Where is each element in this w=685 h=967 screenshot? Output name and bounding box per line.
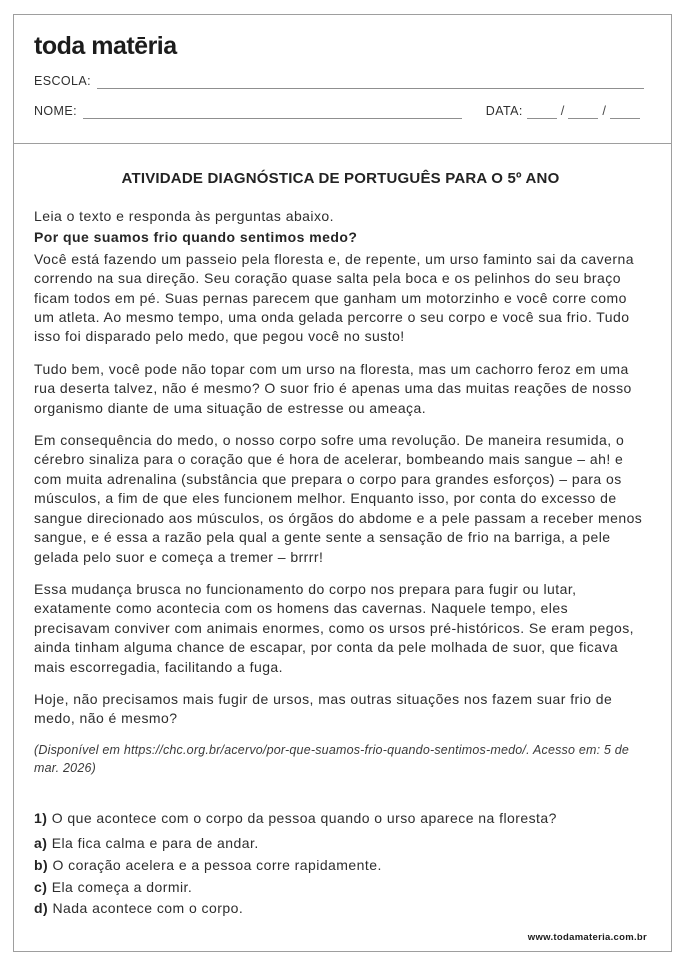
option-row (34, 833, 647, 855)
worksheet-content (14, 170, 671, 920)
option-row (34, 877, 647, 899)
date-label: DATA: (485, 104, 523, 118)
option-letter: c) (34, 878, 48, 895)
date-separator: / (602, 103, 606, 118)
question-block (34, 808, 647, 920)
option-letter: a) (34, 835, 48, 852)
reading-paragraph: Em consequência do medo, o nosso corpo sofre uma revolução. De maneira resumida, o cérebro sinaliza para o coração que é hora de acelerar, bombeando mais sangue – ah! e com muita adrenalina (substância que prepara o corpo para grandes esforços) – para os músculos, a fim de que eles funcionem melhor. Enquanto isso, por conta do excesso de sangue direcionado aos músculos, os órgãos do abdome e a pele passam a receber menos sangue, e é essa a razão pela qual a gente sente a sensação de frio na barriga, a pele gelada pelo suor e começa a tremer – brrrr! (34, 432, 643, 565)
name-date-field-row (34, 103, 644, 119)
sheet-border (13, 14, 672, 952)
option-row (34, 898, 647, 920)
school-label: ESCOLA: (34, 74, 91, 88)
reading-paragraph: Essa mudança brusca no funcionamento do corpo nos prepara para fugir ou lutar, exatamente como acontecia com os homens das cavernas. Naquele tempo, eles precisavam conviver com animais enormes, como os ursos pré-históricos. Se eram pegos, ainda tinham alguma chance de escapar, por conta da pele molhada de suor, que ficava mais escorregadia, facilitando a fuga. (34, 580, 635, 675)
question-line (34, 808, 647, 830)
school-field-row (34, 73, 644, 89)
date-year-blank-line (610, 103, 640, 119)
reading-paragraph: Tudo bem, você pode não topar com um urso na floresta, mas um cachorro feroz em uma rua deserta talvez, não é mesmo? O suor frio é apenas uma das muitas reações de nosso organismo diante de uma situação de estresse ou ameaça. (34, 360, 632, 416)
option-row (34, 855, 647, 877)
option-text: O coração acelera e a pessoa corre rapidamente. (52, 857, 382, 874)
question-number: 1) (34, 809, 48, 826)
option-text: Nada acontece com o corpo. (52, 900, 244, 917)
instruction-text: Leia o texto e responda às perguntas abaixo. (34, 208, 334, 224)
option-letter: d) (34, 900, 49, 917)
option-letter: b) (34, 857, 49, 874)
reading-paragraph: Hoje, não precisamos mais fugir de ursos, mas outras situações nos fazem suar frio de medo, não é mesmo? (34, 690, 613, 727)
question-text: O que acontece com o corpo da pessoa quando o urso aparece na floresta? (51, 809, 557, 826)
brand-logo: toda matēria (34, 32, 177, 60)
option-text: Ela fica calma e para de andar. (51, 835, 259, 852)
date-month-blank-line (568, 103, 598, 119)
option-text: Ela começa a dormir. (51, 878, 193, 895)
sheet-header (14, 15, 671, 144)
date-separator: / (560, 103, 565, 118)
name-blank-line (83, 103, 462, 119)
footer-website: www.todamateria.com.br (527, 932, 647, 943)
name-label: NOME: (34, 104, 77, 118)
reading-title: Por que suamos frio quando sentimos medo? (34, 229, 358, 246)
worksheet-title: ATIVIDADE DIAGNÓSTICA DE PORTUGUÊS PARA O 5º ANO (121, 170, 560, 187)
reading-paragraph: Você está fazendo um passeio pela floresta e, de repente, um urso faminto sai da caverna correndo na sua direção. Seu coração quase salta pela boca e os pelinhos do seu braço ficam todos em pé. Suas pernas parecem que ganham um motorzinho e você corre como um atleta. Ao mesmo tempo, uma onda gelada percorre o seu corpo e você sua frio. Tudo isso foi disparado pelo medo, que pegou você no susto! (34, 250, 634, 345)
school-blank-line (97, 73, 644, 89)
source-citation: (Disponível em https://chc.org.br/acervo/por-que-suamos-frio-quando-sentimos-medo/. Acesso em: 5 de mar. 2026) (34, 742, 630, 776)
date-day-blank-line (527, 103, 557, 119)
